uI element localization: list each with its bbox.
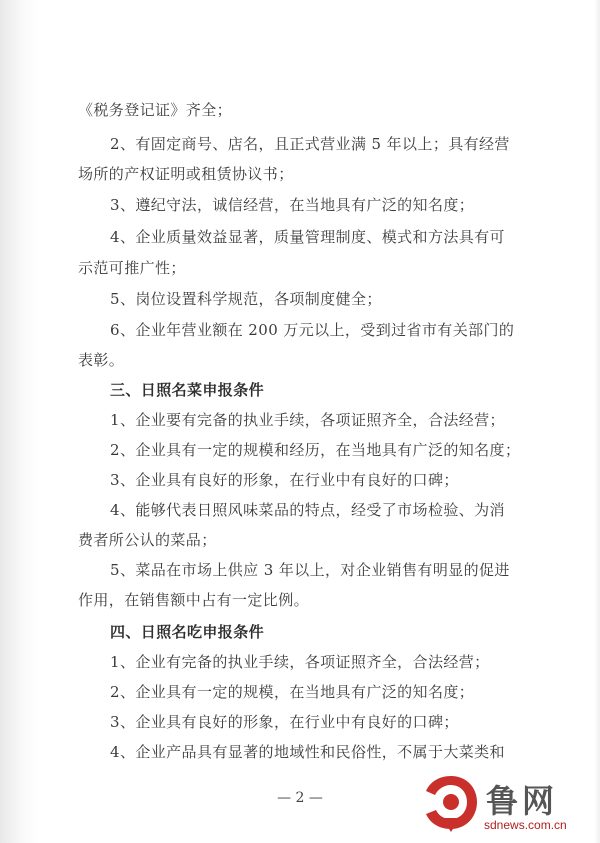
text-line: 场所的产权证明或租赁协议书； [78,165,294,183]
text-line: 5、岗位设置科学规范，各项制度健全； [110,290,382,308]
section-heading: 四、日照名吃申报条件 [110,623,265,641]
text-line: 费者所公认的菜品； [78,531,217,549]
text-line: 6、企业年营业额在 200 万元以上，受到过省市有关部门的 [110,321,515,339]
text-line: 4、企业质量效益显著，质量管理制度、模式和方法具有可 [110,228,505,246]
section-heading: 三、日照名菜申报条件 [110,381,265,399]
text-line: 《税务登记证》齐全； [78,101,233,119]
text-line: 3、企业具有良好的形象，在行业中有良好的口碑； [110,471,459,489]
watermark-url: sdnews.com.cn [484,818,567,832]
watermark-logo [420,772,590,838]
text-line: 表彰。 [78,351,125,369]
sdnews-logo-icon [420,772,482,834]
text-line: 2、企业具有一定的规模和经历，在当地具有广泛的知名度； [110,441,521,459]
text-line: 1、企业有完备的执业手续，各项证照齐全，合法经营； [110,653,490,671]
watermark-name: 鲁网 [486,782,559,820]
text-line: 2、企业具有一定的规模，在当地具有广泛的知名度； [110,683,475,701]
text-line: 作用，在销售额中占有一定比例。 [78,591,310,609]
text-line: 4、能够代表日照风味菜品的特点，经受了市场检验、为消 [110,501,505,519]
text-line: 3、企业具有良好的形象，在行业中有良好的口碑； [110,713,459,731]
text-line: 2、有固定商号、店名，且正式营业满 5 年以上；具有经营 [110,135,510,153]
text-line: 3、遵纪守法，诚信经营，在当地具有广泛的知名度； [110,196,475,214]
text-line: 5、菜品在市场上供应 3 年以上，对企业销售有明显的促进 [110,561,510,579]
text-line: 1、企业要有完备的执业手续，各项证照齐全，合法经营； [110,411,505,429]
text-line: 示范可推广性； [78,259,186,277]
page-number: — 2 — [277,790,323,806]
text-line: 4、企业产品具有显著的地域性和民俗性，不属于大菜类和 [110,743,505,761]
